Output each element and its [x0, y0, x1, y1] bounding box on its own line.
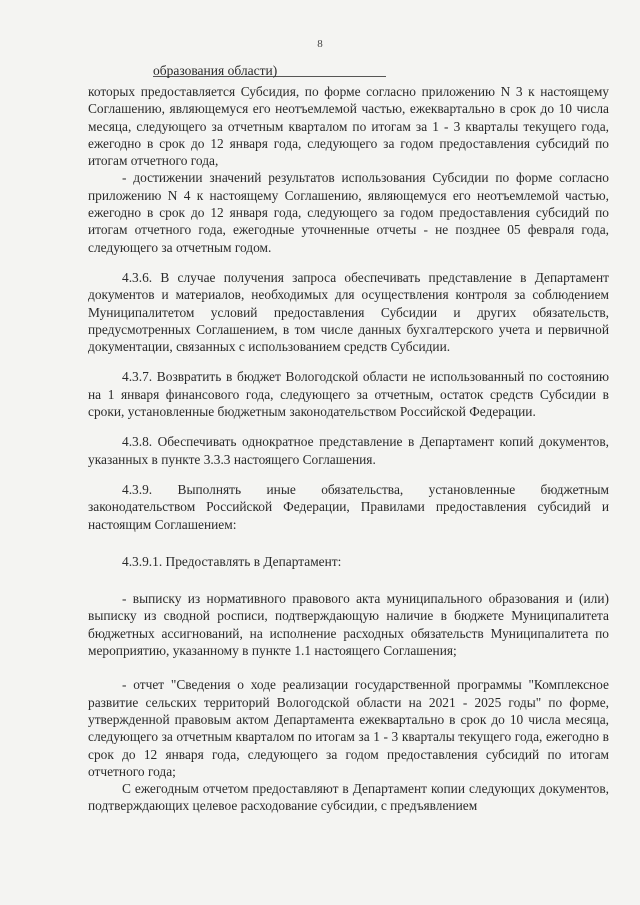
document-body: [88, 83, 609, 815]
page-number: 8: [317, 38, 323, 50]
paragraph: С ежегодным отчетом предоставляют в Департамент копии следующих документов, подтверждающих целевое расходование субсидии, с предъявлением: [88, 781, 609, 814]
paragraph: 4.3.8. Обеспечивать однократное представление в Департамент копий документов, указанных в пункте 3.3.3 настоящего Соглашения.: [88, 434, 609, 467]
paragraph: 4.3.6. В случае получения запроса обеспечивать представление в Департамент документов и материалов, необходимых для осуществления контроля за соблюдением Муниципалитетом условий предоставления Субсидии и других обязательств, предусмотренных Соглашением, в том числе данных бухгалтерского учета и первичной документации, связанных с использованием средств Субсидии.: [88, 269, 609, 355]
paragraph: 4.3.9.1. Предоставлять в Департамент:: [122, 553, 342, 569]
paragraph: 4.3.7. Возвратить в бюджет Вологодской области не использованный по состоянию на 1 января финансового года, следующего за отчетным, остаток средств Субсидии в сроки, установленные бюджетным законодательством Российской Федерации.: [88, 369, 609, 420]
paragraph: которых предоставляется Субсидия, по форме согласно приложению N 3 к настоящему Соглашению, являющемуся его неотъемлемой частью, ежеквартально в срок до 10 числа месяца, следующего за отчетным кварталом по итогам за 1 - 3 кварталы текущего года, ежегодно в срок до 12 января года, следующего за годом предоставления субсидий по итогам отчетного года,: [88, 84, 609, 169]
paragraph: - достижении значений результатов использования Субсидии по форме согласно приложению N 4 к настоящему Соглашению, являющемуся его неотъемлемой частью, ежегодно в срок до 12 января года, следующего за годом предоставления субсидий по итогам отчетного года, ежегодные уточненные отчеты - не позднее 05 февраля года, следующего за отчетным годом.: [88, 170, 609, 255]
paragraph: - выписку из нормативного правового акта муниципального образования и (или) выписку из сводной росписи, подтверждающую наличие в бюджете Муниципалитета бюджетных ассигнований, на исполнение расходных обязательств Муниципалитета по мероприятию, указанному в пункте 1.1 настоящего Соглашения;: [88, 591, 609, 659]
header-fragment: образования области): [153, 64, 386, 77]
paragraph: - отчет "Сведения о ходе реализации государственной программы "Комплексное развитие сельских территорий Вологодской области на 2021 - 2025 годы" по форме, утвержденной правовым актом Департамента ежеквартально в срок до 10 числа месяца, следующего за отчетным кварталом по итогам за 1 - 3 кварталы текущего года, ежегодно в срок до 12 января года, следующего за годом предоставления субсидий по итогам отчетного года;: [88, 677, 609, 779]
paragraph: 4.3.9. Выполнять иные обязательства, установленные бюджетным законодательством Российской Федерации, Правилами предоставления субсидий и настоящим Соглашением:: [88, 481, 609, 532]
